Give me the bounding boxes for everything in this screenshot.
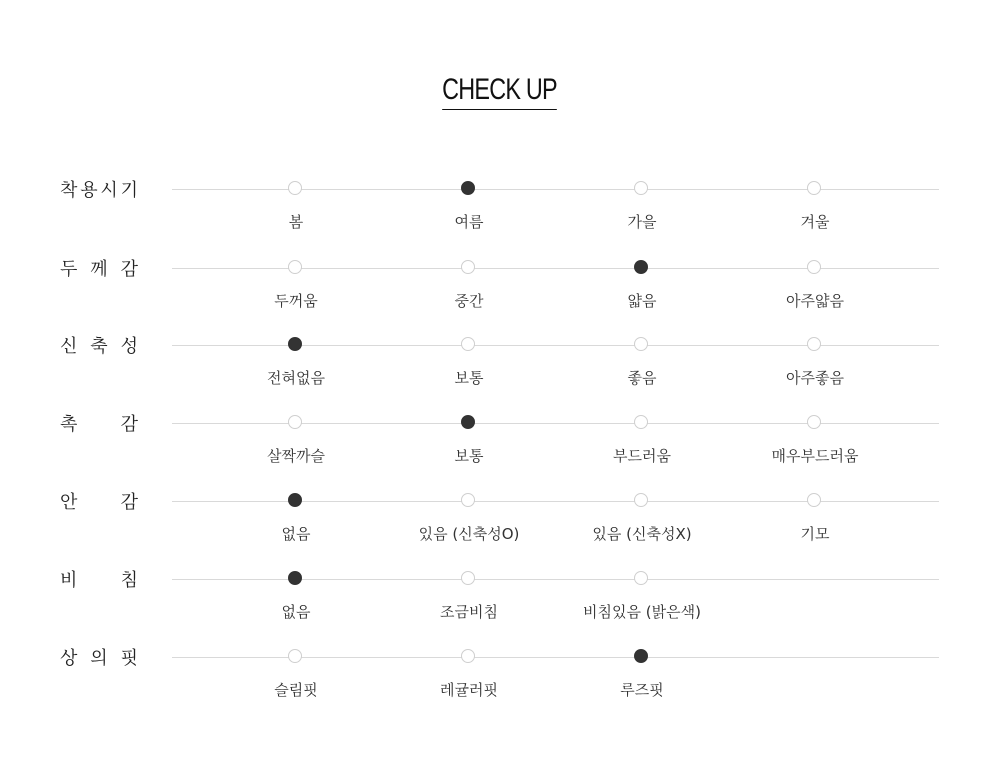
row-label-char: 감 (120, 492, 138, 513)
option (216, 189, 376, 239)
option-label: 보통 (454, 447, 484, 465)
option (216, 579, 376, 629)
row-label-char: 감 (120, 259, 138, 280)
checkup-row (0, 180, 1000, 249)
option-label: 얇음 (627, 292, 657, 310)
radio-dot[interactable] (807, 181, 821, 195)
option-label: 아주얇음 (786, 292, 844, 310)
radio-dot[interactable] (634, 571, 648, 585)
row-label (60, 489, 138, 513)
checkup-row (0, 336, 1000, 405)
radio-dot-selected[interactable] (288, 493, 302, 507)
row-label-char: 기 (120, 180, 138, 201)
row-label-char: 시 (100, 180, 118, 201)
option-label: 레귤러핏 (440, 681, 498, 699)
option (735, 501, 895, 551)
option (562, 501, 722, 551)
option (562, 579, 722, 629)
checkup-title: CHECK UP (443, 72, 558, 110)
row-label-char: 두 (60, 259, 78, 280)
option (389, 501, 549, 551)
radio-dot[interactable] (461, 571, 475, 585)
radio-dot[interactable] (288, 415, 302, 429)
option-label: 있음 (신축성X) (592, 525, 692, 543)
row-label (60, 567, 138, 591)
row-label-char: 축 (90, 336, 108, 357)
radio-dot-selected[interactable] (288, 571, 302, 585)
checkup-row (0, 570, 1000, 639)
row-label-char: 성 (120, 336, 138, 357)
row-label-char: 착 (60, 180, 78, 201)
option (216, 423, 376, 473)
option-label: 비침있음 (밝은색) (583, 603, 701, 621)
option (735, 345, 895, 395)
radio-dot[interactable] (807, 337, 821, 351)
row-label (60, 645, 138, 669)
option-label: 기모 (800, 525, 830, 543)
radio-dot-selected[interactable] (461, 181, 475, 195)
row-label (60, 411, 138, 435)
option-label: 좋음 (627, 369, 657, 387)
option-label: 두꺼움 (274, 292, 318, 310)
row-label-char: 감 (120, 414, 138, 435)
option (389, 268, 549, 318)
option (216, 501, 376, 551)
radio-dot[interactable] (634, 493, 648, 507)
radio-dot[interactable] (288, 260, 302, 274)
option (389, 345, 549, 395)
radio-dot-selected[interactable] (288, 337, 302, 351)
option (735, 189, 895, 239)
option (735, 423, 895, 473)
option-label: 여름 (454, 213, 484, 231)
option (735, 268, 895, 318)
radio-dot-selected[interactable] (634, 260, 648, 274)
option-label: 없음 (281, 603, 311, 621)
radio-dot[interactable] (288, 649, 302, 663)
option-label: 살짝까슬 (267, 447, 325, 465)
radio-dot[interactable] (461, 260, 475, 274)
radio-dot[interactable] (461, 649, 475, 663)
row-label-char: 촉 (60, 414, 78, 435)
option-label: 전혀없음 (267, 369, 325, 387)
row-label (60, 256, 138, 280)
radio-dot[interactable] (634, 337, 648, 351)
checkup-title-wrap (0, 72, 1000, 110)
row-label (60, 177, 138, 201)
checkup-row (0, 259, 1000, 328)
row-label-char: 비 (60, 570, 78, 591)
option-label: 슬림핏 (274, 681, 318, 699)
option (389, 189, 549, 239)
radio-dot[interactable] (807, 415, 821, 429)
option-label: 봄 (288, 213, 304, 231)
option-label: 아주좋음 (786, 369, 844, 387)
radio-dot[interactable] (288, 181, 302, 195)
option (562, 657, 722, 707)
option (216, 268, 376, 318)
radio-dot[interactable] (634, 181, 648, 195)
checkup-row (0, 492, 1000, 561)
option (389, 423, 549, 473)
radio-dot[interactable] (461, 337, 475, 351)
checkup-row (0, 414, 1000, 483)
row-label-char: 상 (60, 648, 78, 669)
option-label: 없음 (281, 525, 311, 543)
row-label-char: 께 (90, 259, 108, 280)
option-label: 부드러움 (613, 447, 671, 465)
row-label-char: 침 (120, 570, 138, 591)
radio-dot[interactable] (807, 493, 821, 507)
row-label-char: 핏 (120, 648, 138, 669)
option-label: 중간 (454, 292, 484, 310)
option-label: 있음 (신축성O) (418, 525, 520, 543)
option-label: 루즈핏 (620, 681, 664, 699)
radio-dot[interactable] (807, 260, 821, 274)
radio-dot[interactable] (461, 493, 475, 507)
option (562, 345, 722, 395)
row-label-char: 용 (80, 180, 98, 201)
option (389, 579, 549, 629)
row-label-char: 의 (90, 648, 108, 669)
radio-dot-selected[interactable] (461, 415, 475, 429)
option (562, 268, 722, 318)
option-label: 매우부드러움 (771, 447, 859, 465)
row-label-char: 신 (60, 336, 78, 357)
option (562, 423, 722, 473)
row-label-char: 안 (60, 492, 78, 513)
option-label: 조금비침 (440, 603, 498, 621)
option-label: 가을 (627, 213, 657, 231)
row-label (60, 333, 138, 357)
radio-dot-selected[interactable] (634, 649, 648, 663)
option-label: 보통 (454, 369, 484, 387)
option-label: 겨울 (800, 213, 830, 231)
option (562, 189, 722, 239)
checkup-row (0, 648, 1000, 717)
option (389, 657, 549, 707)
option (216, 345, 376, 395)
radio-dot[interactable] (634, 415, 648, 429)
option (216, 657, 376, 707)
